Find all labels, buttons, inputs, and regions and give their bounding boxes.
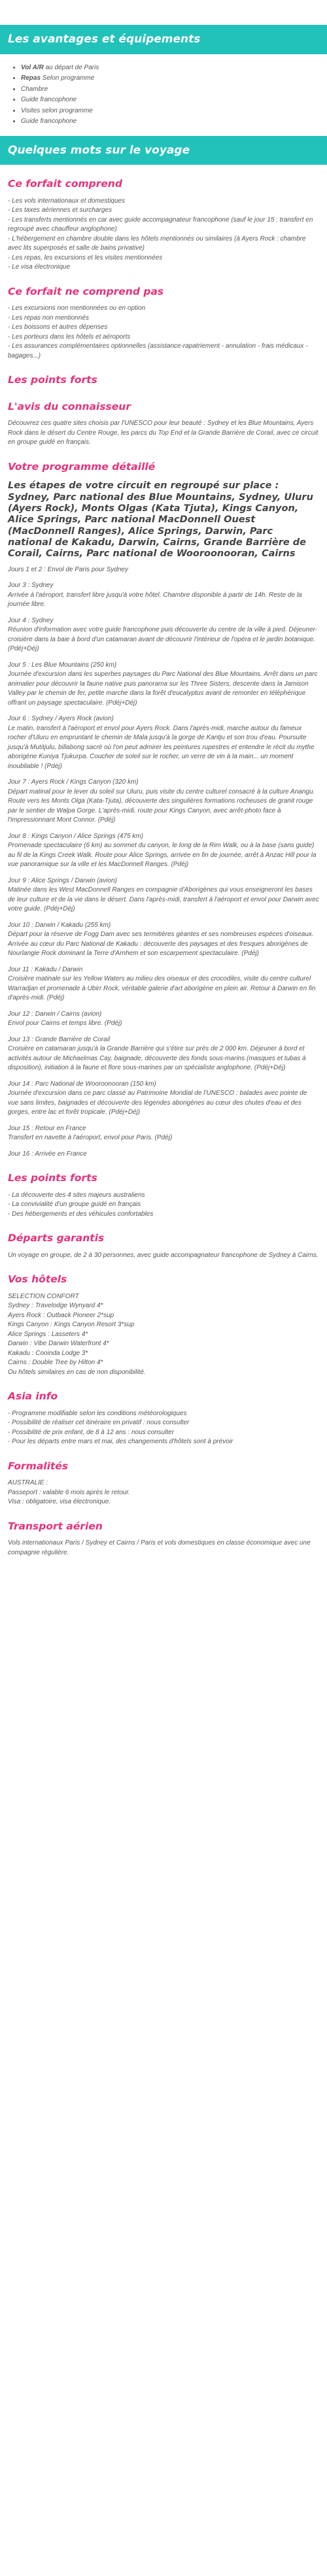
list-line: - L'hébergement en chambre double dans les hôtels mentionnés ou similaires (à Ayers Rock : chambre avec lits superposés et salle de bains privative) <box>8 235 306 252</box>
expert-heading: L'avis du connaisseur <box>8 400 131 412</box>
days-list <box>8 565 319 1160</box>
included-heading: Ce forfait comprend <box>8 178 123 190</box>
program-stages: Les étapes de votre circuit en regroupé sur place : Sydney, Parc national des Blue Mountains, Sydney, Uluru (Ayers Rock), Monts Olgas (Kata Tjuta), Kings Canyon, Alice Springs, Parc national MacDonnell Ouest (MacDonnell Ranges), Alice Springs, Darwin, Parc national de Kakadu, Darwin, Cairns, Grande Barrière de Corail, Cairns, Parc national de Wooroonooran, Cairns <box>8 480 313 560</box>
program-day <box>8 877 319 914</box>
list-line: - Les porteurs dans les hôtels et aéroports <box>8 333 131 341</box>
day-description: Réunion d'information avec votre guide francophone puis découverte du centre de la ville à pied. Déjeuner-croisière dans la baie à bord d'un catamaran avant de découvrir l'intérieur de l'opéra et le jardin botanique. (Pdéj+Déj) <box>8 626 318 653</box>
program-day <box>8 1124 319 1143</box>
list-line: - Les transferts mentionnés en car avec guide accompagnateur francophone (sauf le jour 15 : transfert en regroupé avec chauffeur anglophone) <box>8 216 313 233</box>
advantage-item-text: Guide francophone <box>21 118 77 125</box>
program-day <box>8 565 319 575</box>
day-title: Jour 14 : Parc National de Wooroonooran (150 km) <box>8 1080 156 1088</box>
advantage-item-bold: Repas <box>21 75 41 82</box>
formalities-list <box>8 1479 319 1507</box>
list-line: Cairns : Double Tree by Hilton 4* <box>8 1359 103 1367</box>
list-line: Kings Canyon : Kings Canyon Resort 3*sup <box>8 1321 135 1329</box>
advantage-item <box>21 107 327 116</box>
day-title: Jour 8 : Kings Canyon / Alice Springs (475 km) <box>8 832 143 840</box>
program-day <box>8 965 319 1003</box>
list-line: - Possibilité de prix enfant, de 8 à 12 ans : nous consulter <box>8 1428 175 1436</box>
list-line: AUSTRALIE : <box>8 1479 48 1487</box>
day-description: Promenade spectaculaire (6 km) au sommet du canyon, le long de la Rim Walk, ou à la base (sans guide) au fil de la Kings Creek Walk. Route pour Alice Springs, arrivée en fin de journée, arrêt à Anzac Hill pour la vue panoramique sur la ville et les MacDonnell Ranges. (Pdéj) <box>8 842 317 869</box>
departures-text: Un voyage en groupe, de 2 à 30 personnes, avec guide accompagnateur francophone de Sydney à Cairns. <box>8 1251 318 1259</box>
day-description: Croisière en catamaran jusqu'à la Grande Barrière qui s'étire sur près de 2 000 km. Déjeuner à bord et activités autour de Michaelmas Cay, baignade, découverte des fonds sous-marins (masques et tubas à disposition), initiation à la faune et flore sous-marines par un spécialiste anglophone. (Pdéj+Déj) <box>8 1045 306 1072</box>
list-line: - Programme modifiable selon les conditions météorologiques <box>8 1409 187 1417</box>
day-title: Jour 11 : Kakadu / Darwin <box>8 965 83 973</box>
list-line: - Le visa électronique <box>8 263 71 271</box>
departures-heading: Départs garantis <box>8 1232 105 1245</box>
list-line: - Les vols internationaux et domestiques <box>8 197 125 205</box>
day-description: Départ pour la réserve de Fogg Dam avec ses termitières géantes et ses nombreuses espèces d'oiseaux. Arrivée au cœur du Parc National de Kakadu : découverte des paysages et des fresques aborigènes de Nourlangie Rock dominant la Terre d'Arnhem et son escarpement spectaculaire. (Pdéj) <box>8 931 314 958</box>
program-day <box>8 661 319 709</box>
program-day <box>8 778 319 826</box>
list-line: Darwin : Vibe Darwin Waterfront 4* <box>8 1340 109 1348</box>
day-description: Journée d'excursion dans les superbes paysages du Parc National des Blue Mountains. Arrêt dans un parc animalier pour découvrir la faune native puis panorama sur les Three Sisters, descente dans la Jamison Valley par le chemin de fer, petite marche dans la forêt d'eucalyptus avant de remonter en téléphérique offrant un paysage spectaculaire. (Pdéj+Déj) <box>8 671 318 707</box>
list-line: - Possibilité de réaliser cet itinéraire en privatif : nous consulter <box>8 1419 190 1427</box>
list-line: Visa : obligatoire, visa électronique. <box>8 1498 111 1506</box>
list-line: Sydney : Travelodge Wynyard 4* <box>8 1302 103 1310</box>
list-line: - Les assurances complémentaires optionnelles (assistance-rapatriement - annulation - frais médicaux - bagages...) <box>8 343 308 360</box>
list-line: - Les boissons et autres dépenses <box>8 324 108 331</box>
list-line: - Les repas, les excursions et les visites mentionnées <box>8 254 163 261</box>
advantage-item-text: Chambre <box>21 85 48 93</box>
program-day <box>8 616 319 654</box>
hotels-heading: Vos hôtels <box>8 1273 67 1286</box>
included-list <box>8 197 319 273</box>
list-line: Ou hôtels similaires en cas de non disponibilité. <box>8 1368 146 1376</box>
advantage-item-text: Selon programme <box>41 75 95 82</box>
program-day <box>8 1150 319 1160</box>
program-heading: Votre programme détaillé <box>8 460 156 473</box>
day-title: Jour 5 : Les Blue Mountains (250 km) <box>8 661 117 669</box>
advantages-banner: Les avantages et équipements <box>0 25 327 54</box>
advantage-item-bold: Vol A/R <box>21 63 44 71</box>
trip-content <box>0 176 327 1558</box>
list-line: Alice Springs : Lasseters 4* <box>8 1330 88 1338</box>
formalities-heading: Formalités <box>8 1460 69 1472</box>
day-title: Jour 6 : Sydney / Ayers Rock (avion) <box>8 715 114 723</box>
day-description: Journée d'excursion dans ce parc classé au Patrimoine Mondial de l'UNESCO : balades avec pointe de vue sans limites, baignades et découverte des légendes aborigènes au cœur des chutes d'eau et des gorges, entre lac et forêt tropicale. (Pdéj+Déj) <box>8 1090 307 1116</box>
program-day <box>8 714 319 771</box>
list-line: SELECTION CONFORT <box>8 1292 79 1300</box>
list-line: Kakadu : Cooinda Lodge 3* <box>8 1349 88 1357</box>
advantage-item <box>21 85 327 95</box>
excluded-heading: Ce forfait ne comprend pas <box>8 285 164 297</box>
hotels-list <box>8 1292 319 1378</box>
day-description: Envol pour Cairns et temps libre. (Pdéj) <box>8 1020 122 1028</box>
day-title: Jour 16 : Arrivée en France <box>8 1150 87 1158</box>
day-description: Le matin, transfert à l'aéroport et envol pour Ayers Rock. Dans l'après-midi, marche autour du fameux rocher d'Uluru en empruntant le chemin de Mala jusqu'à la gorge de Kantju et son trou d'eau. Poursuite jusqu'à Mutitjulu, billabong sacré où l'on peut admirer les peintures rupestres et entendre le récit du mythe aborigène Kuniya Tjukurpa. Coucher de soleil sur le rocher, un verre de vin à la main... un moment inoubliable ! (Pdéj) <box>8 724 315 770</box>
trip-banner: Quelques mots sur le voyage <box>0 136 327 165</box>
day-title: Jour 3 : Sydney <box>8 582 54 590</box>
program-day <box>8 921 319 959</box>
list-line: - Les taxes aériennes et surcharges <box>8 207 112 214</box>
list-line: - Les repas non mentionnés <box>8 314 89 322</box>
asia-info-list <box>8 1409 319 1447</box>
day-title: Jour 10 : Darwin / Kakadu (255 km) <box>8 921 111 929</box>
day-title: Jour 12 : Darwin / Cairns (avion) <box>8 1010 102 1018</box>
day-description: Arrivée à l'aéroport, transfert libre jusqu'à votre hôtel. Chambre disponible à partir de 14h. Reste de la journée libre. <box>8 591 302 609</box>
transport-text: Vols internationaux Paris / Sydney et Cairns / Paris et vols domestiques en classe économique avec une compagnie régulière. <box>8 1539 311 1556</box>
list-line: Ayers Rock : Outback Pioneer 2*sup <box>8 1311 114 1319</box>
day-title: Jour 15 : Retour en France <box>8 1124 86 1132</box>
advantage-item-text: au départ de Paris <box>43 63 99 71</box>
day-title: Jour 4 : Sydney <box>8 616 54 624</box>
advantage-item-text: Guide francophone <box>21 96 77 104</box>
day-description: Transfert en navette à l'aéroport, envol pour Paris. (Pdéj) <box>8 1134 173 1142</box>
list-line: - La convivialité d'un groupe guidé en français <box>8 1201 141 1209</box>
day-title: Jour 7 : Ayers Rock / Kings Canyon (320 km) <box>8 778 139 786</box>
day-title: Jours 1 et 2 : Envol de Paris pour Sydney <box>8 565 128 573</box>
points-heading: Les points forts <box>8 1172 97 1184</box>
day-description: Croisière matinale sur les Yellow Waters au milieu des oiseaux et des crocodiles, visite du centre culturel Warradjan et promenade à Ubirr Rock, véritable galerie d'art aborigène en plein air. Retour à Darwin en fin d'après-midi. (Pdéj) <box>8 975 316 1002</box>
points-list <box>8 1191 319 1220</box>
advantage-item <box>21 63 327 73</box>
highlights-heading: Les points forts <box>8 374 97 386</box>
program-day <box>8 1035 319 1073</box>
list-line: - Pour les départs entre mars et mai, des changements d'hôtels sont à prévoir <box>8 1438 233 1446</box>
list-line: - Les excursions non mentionnées ou en option <box>8 305 146 312</box>
program-day <box>8 1010 319 1029</box>
day-description: Matinée dans les West MacDonnell Ranges en compagnie d'Aborigènes qui vous enseigneront les bases de leur culture et de la vie dans le désert. Dans l'après-midi, transfert à l'aéroport et envol pour Darwin avec votre guide. (Pdéj+Déj) <box>8 886 319 913</box>
advantage-item <box>21 74 327 84</box>
program-day <box>8 832 319 870</box>
advantages-list <box>0 63 327 127</box>
asia-info-heading: Asia info <box>8 1390 58 1403</box>
day-title: Jour 13 : Grande Barrière de Corail <box>8 1035 111 1043</box>
program-day <box>8 1080 319 1118</box>
expert-text: Découvrez ces quatre sites choisis par l'UNESCO pour leur beauté : Sydney et les Blue Mountains, Ayers Rock dans le désert du Centre Rouge, les parcs du Top End et la Grande Barrière de Corail, avec ce circuit en groupe guidé en français. <box>8 420 318 446</box>
advantage-item-text: Visites selon programme <box>21 107 93 114</box>
advantage-item <box>21 117 327 127</box>
excluded-list <box>8 304 319 361</box>
list-line: - La découverte des 4 sites majeurs australiens <box>8 1191 145 1199</box>
list-line: Passeport : valable 6 mois après le retour. <box>8 1488 130 1496</box>
day-description: Départ matinal pour le lever du soleil sur Uluru, puis visite du centre culturel consacré à la culture Anangu. Route vers les Monts Olga (Kata-Tjuta), découverte des singulières formations rocheuses de granit rouge par le sentier de Walpa Gorge. L'après-midi, route pour Kings Canyon, avec arrêt-photo face à l'impressionnant Mont Connor. (Pdéj) <box>8 788 315 824</box>
program-day <box>8 581 319 610</box>
day-title: Jour 9 : Alice Springs / Darwin (avion) <box>8 877 117 884</box>
advantage-item <box>21 95 327 105</box>
list-line: - Des hébergements et des véhicules confortables <box>8 1210 154 1218</box>
transport-heading: Transport aérien <box>8 1520 103 1532</box>
